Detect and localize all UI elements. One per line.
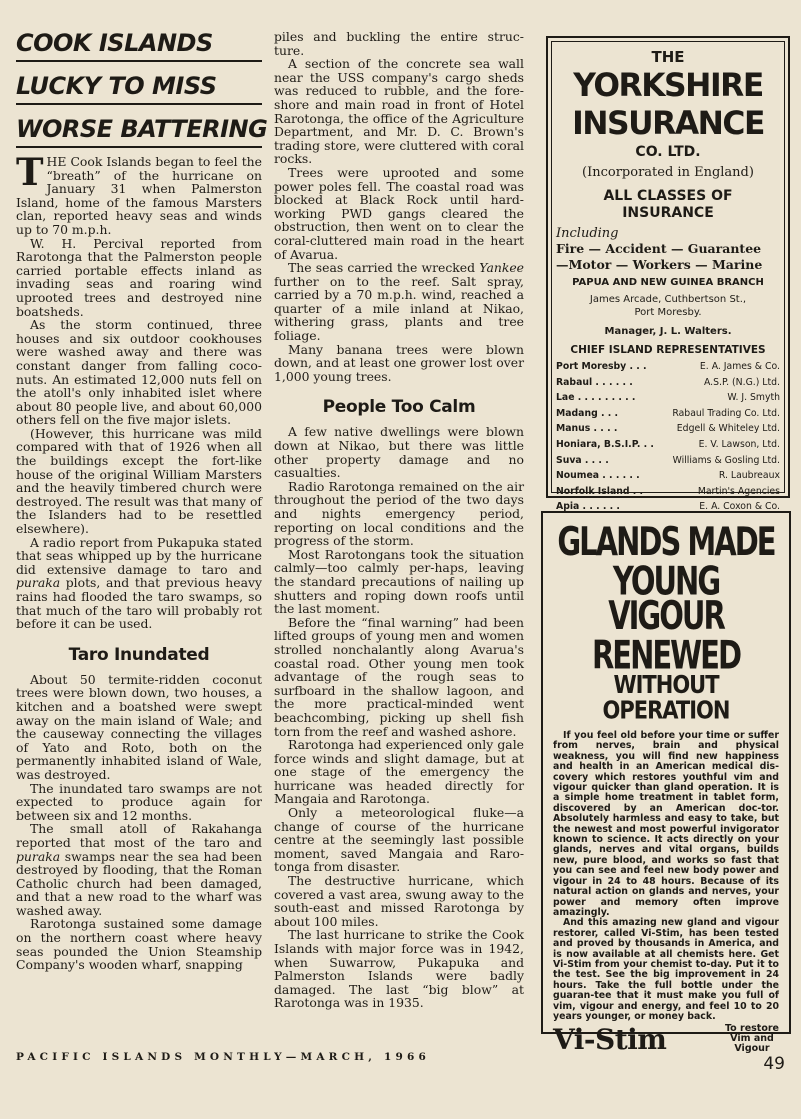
agent-place: Norfolk Island . . xyxy=(556,485,644,497)
article-paragraph: Rarotonga sustained some damage on the northern coast where heavy seas pounded the Union Steamship Company's wooden wharf, snapping xyxy=(16,916,262,973)
paragraph-text: swamps near the sea had been destroyed by flooding, that the Roman Catholic church had been damaged, and that a new road to the wharf was washed away. xyxy=(16,848,262,918)
article-paragraph: (However, this hurricane was mild compared with that of 1926 when all the buildings except the fort-like house of the original William Marsters and the heavily timbered church were destroyed. The result was that many of the Islanders had to be resettled elsewhere). xyxy=(16,425,262,537)
headline-line-1: COOK ISLANDS xyxy=(16,26,262,62)
article-paragraph: Many banana trees were blown down, and at least one grower lost over 1,000 young trees. xyxy=(274,341,524,384)
subheading-taro-inundated: Taro Inundated xyxy=(68,644,210,665)
agent-name: E. A. Coxon & Co. xyxy=(699,501,780,513)
drop-cap: T xyxy=(16,150,44,194)
headline-line-2: LUCKY TO MISS xyxy=(16,69,262,105)
paragraph-text: plots, and that previous heavy rains had flooded the taro swamps, so that much of the taro will probably rot before it can be used. xyxy=(16,575,262,632)
ad-co-ltd: CO. LTD. xyxy=(635,144,701,160)
italic-term: puraka xyxy=(16,575,61,591)
article-paragraph: W. H. Percival reported from Rarotonga that the Palmerston people carried portable effects inland as invading seas and roaring wind uprooted trees and destroyed nine boatsheds. xyxy=(16,235,262,319)
article-paragraph: About 50 termite-ridden coconut trees were blown down, two houses, a kitchen and a boatshed were swept away on the main island of Wale; and the causeway connecting the villages of Yato and Roto, both on the permanently inhabited island of Wale, was destroyed. xyxy=(16,671,262,782)
agent-place: Lae . . . . . . . . . xyxy=(556,392,636,404)
ad-including: Including xyxy=(556,226,619,241)
paragraph-text: further on to the reef. Salt spray, carried by a 70 m.p.h. wind, reached a quarter of a mile inland at Nikao, withering grass, plants and tree foliage. xyxy=(274,273,524,344)
article-paragraph xyxy=(16,536,262,631)
ad-company-name-1: YORKSHIRE xyxy=(573,66,763,104)
yorkshire-insurance-ad xyxy=(546,36,790,513)
agent-name: Rabaul Trading Co. Ltd. xyxy=(672,407,780,419)
ad-body-2: And this amazing new gland and vigour restorer, called Vi-Stim, has been tested and proved by thousands in America, and is now available at all chemists here. Get Vi-Stim from your chemist to-day. Put it to the test. See the big improvement in 24 hours. Take the full bottle under the guaran-tee that it must make you full of vim, vigour and energy, and feel 10 to 20 years younger, or money back. xyxy=(553,917,779,1022)
ad-headline-1: GLANDS MADE YOUNG xyxy=(557,518,775,604)
ad-address-2: Port Moresby. xyxy=(634,307,702,318)
article-paragraph: A few native dwellings were blown down at Nikao, but there was little other property damage and no casualties. xyxy=(274,424,524,481)
vistim-ad xyxy=(541,511,791,1057)
article-paragraph: The inundated taro swamps are not expected to produce again for between six and 12 months. xyxy=(16,780,262,823)
ad-insurance-lines-1: Fire — Accident — Guarantee xyxy=(556,241,762,256)
ad-manager: Manager, J. L. Walters. xyxy=(604,326,732,337)
agent-name: R. Laubreaux xyxy=(718,470,780,482)
paragraph-text: The seas carried the wrecked xyxy=(288,260,480,276)
ad-branch: PAPUA AND NEW GUINEA BRANCH xyxy=(572,277,764,288)
article-paragraph: A section of the concrete sea wall near the USS company's cargo sheds was reduced to rubble, and the fore-shore and main road in front of Hotel Rarotonga, the office of the Agriculture Department, and Mr. D. C. Brown's trading store, were cluttered with coral rocks. xyxy=(274,56,524,167)
article-paragraph: Radio Rarotonga remained on the air throughout the period of the two days and nights emergency period, reporting on local conditions and the progress of the storm. xyxy=(274,478,524,549)
agent-name: E. A. James & Co. xyxy=(699,361,780,372)
ad-headline-3: WITHOUT OPERATION xyxy=(602,670,730,725)
ad-footer xyxy=(553,1023,779,1057)
agent-name: E. V. Lawson, Ltd. xyxy=(698,438,780,450)
agent-place: Port Moresby . . . xyxy=(556,361,647,372)
ad-insurance-lines-2: —Motor — Workers — Marine xyxy=(556,257,763,272)
agent-place: Apia . . . . . . xyxy=(556,501,620,513)
agent-place: Manus . . . . xyxy=(556,423,618,435)
page-number: 49 xyxy=(763,1054,785,1074)
subheading-people-too-calm: People Too Calm xyxy=(322,397,476,418)
tagline-line: Vigour xyxy=(734,1043,770,1055)
ad-the: THE xyxy=(651,48,685,66)
article-paragraph xyxy=(16,150,262,237)
article-paragraph: As the storm continued, three houses and six outdoor cookhouses were washed away and there was constant danger from falling coco-nuts. An estimated 12,000 nuts fell on the atoll's only inhabited islet where about 80 people live, and about 60,000 others fell on the five major islets. xyxy=(16,317,262,428)
article-column-2 xyxy=(274,30,524,1010)
ad-incorporated: (Incorporated in England) xyxy=(582,165,754,180)
paragraph-text: The small atoll of Rakahanga reported that most of the taro and xyxy=(16,821,262,850)
article-paragraph: Only a meteorological fluke—a change of course of the hurricane centre at the seemingly last possible moment, saved Mangaia and Raro-tonga from disaster. xyxy=(274,805,524,875)
brand-name: Vi-Stim xyxy=(553,1023,667,1057)
paragraph-text: HE Cook Islands began to feel the “breath” of the hurricane on January 31 when Palmerston Island, home of the famous Marsters clan, reported heavy seas and winds up to 70 m.p.h. xyxy=(16,154,262,237)
agent-name: Martin's Agencies xyxy=(697,485,780,497)
italic-term: puraka xyxy=(16,848,61,864)
tagline-line: Vim and xyxy=(730,1033,774,1045)
agent-place: Madang . . . xyxy=(556,407,619,419)
page-footer: PACIFIC ISLANDS MONTHLY—MARCH, 1966 xyxy=(16,1051,431,1063)
ad-chief-representatives: CHIEF ISLAND REPRESENTATIVES xyxy=(570,344,766,356)
italic-term: Yankee xyxy=(479,260,524,276)
agent-place: Suva . . . . xyxy=(556,454,609,466)
paragraph-text: A radio report from Pukapuka stated that seas whipped up by the hurricane did extensive damage to taro and xyxy=(16,534,262,577)
agent-place: Rabaul . . . . . . xyxy=(556,376,633,388)
headline-line-3: WORSE BATTERING xyxy=(16,112,262,148)
agent-name: W. J. Smyth xyxy=(727,392,780,404)
agent-place: Noumea . . . . . . xyxy=(556,470,640,482)
article-column-1 xyxy=(16,26,268,973)
article-paragraph: Before the “final warning” had been lifted groups of young men and women strolled nonchalantly along Avarua's coastal road. Other young men took advantage of the rough seas to surfboard in the shallow lagoon, and the more practical-minded went beachcombing, picking up shell fish torn from the reef and washed ashore. xyxy=(274,614,524,739)
tagline-line: To restore xyxy=(724,1023,779,1035)
article-paragraph: Most Rarotongans took the situation calmly—too calmly per-haps, leaving the standard precautions of nailing up shutters and roping down roofs until the last moment. xyxy=(274,546,524,617)
article-paragraph: The destructive hurricane, which covered a vast area, swung away to the south-east and missed Rarotonga by about 100 miles. xyxy=(274,873,524,929)
restore-tagline xyxy=(725,1024,779,1054)
ad-address-1: James Arcade, Cuthbertson St., xyxy=(589,294,747,305)
agent-name: A.S.P. (N.G.) Ltd. xyxy=(703,376,780,388)
article-paragraph xyxy=(16,822,262,917)
ad-body-1: If you feel old before your time or suffer from nerves, brain and physical weakness, you will find new happiness and health in an American medical dis-covery which restores youthful vim and vigour quicker than gland operation. It is a simple home treatment in tablet form, discovered by an American doc-tor. Absolutely harmless and easy to take, but the newest and most powerful invigorator known to science. It acts directly on your glands, nerves and vital organs, builds new, pure blood, and works so fast that you can see and feel new body power and vigour in 24 to 48 hours. Because of its natural action on glands and nerves, your power and memory often improve amazingly. xyxy=(553,730,779,918)
article-paragraph: Trees were uprooted and some power poles fell. The coastal road was blocked at Black Rock until hard-working PWD gangs cleared the obstruction, then went on to clear the coral-cluttered main road in the heart of Avarua. xyxy=(274,164,524,262)
article-paragraph: Rarotonga had experienced only gale force winds and slight damage, but at one stage of the emergency the hurricane was headed directly for Mangaia and Rarotonga. xyxy=(274,737,524,807)
ad-headline-2: VIGOUR RENEWED xyxy=(591,592,741,678)
article-paragraph: The last hurricane to strike the Cook Islands with major force was in 1942, when Suwarrow, Pukapuka and Palmerston Islands were badly damaged. The last “big blow” at Rarotonga was in 1935. xyxy=(274,927,524,1011)
agent-place: Honiara, B.S.I.P. . . xyxy=(556,438,654,450)
ad-all-classes: ALL CLASSES OF INSURANCE xyxy=(603,188,733,221)
agent-name: Williams & Gosling Ltd. xyxy=(672,454,780,466)
article-paragraph xyxy=(274,261,524,343)
agent-name: Edgell & Whiteley Ltd. xyxy=(676,423,780,435)
ad-company-name-2: INSURANCE xyxy=(572,104,764,142)
article-paragraph: piles and buckling the entire struc-ture. xyxy=(274,29,524,58)
